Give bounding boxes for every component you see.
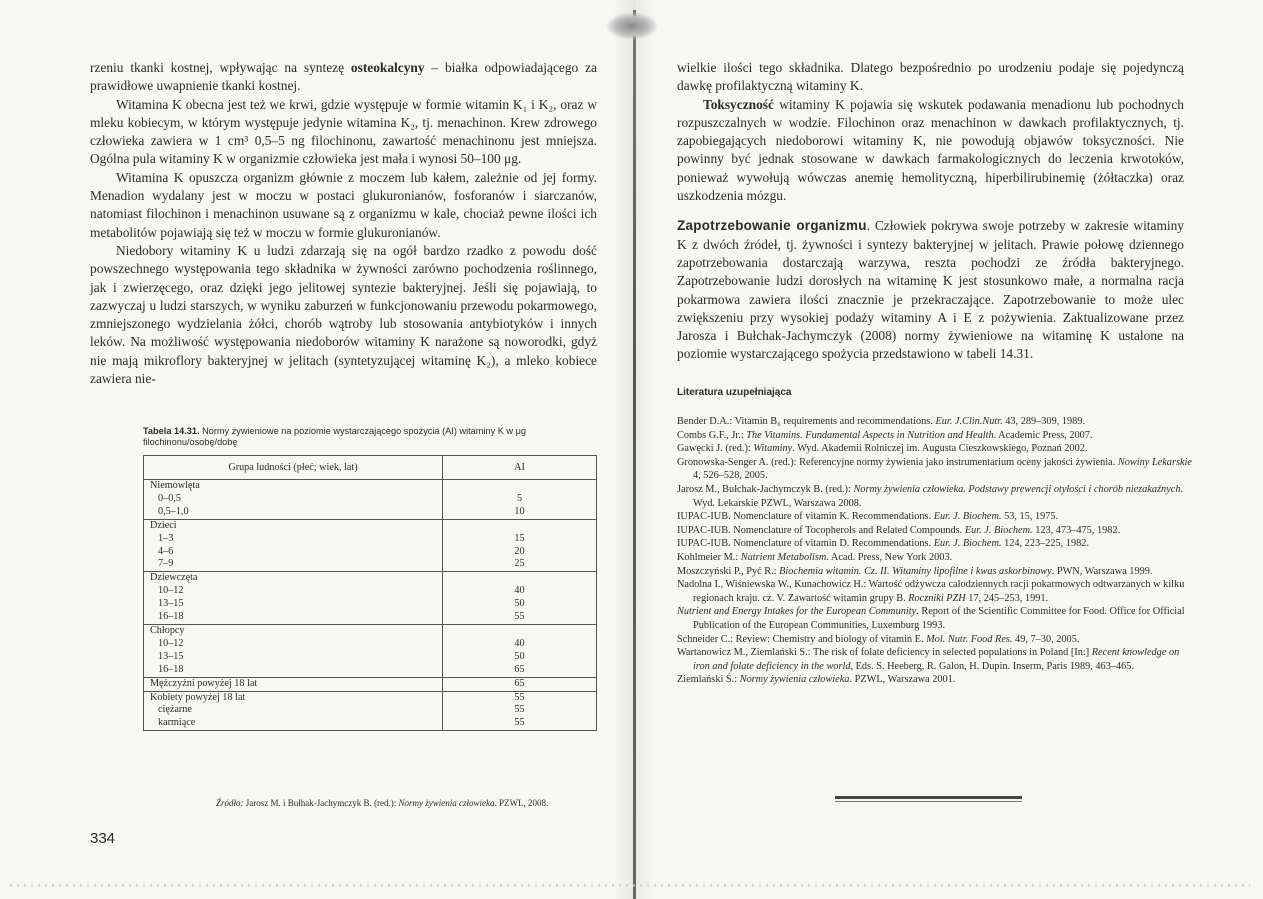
text-run: witaminy K pojawia się wskutek podawania menadionu lub pochodnych rozpuszczalnych w wodzie. Filochinon oraz menachinon w dawkach profilaktycznych, tj. zapobiegających niedoborowi witaminy K, nie powodują objawów toksyczności. Nie powinny być jednak stosowane w dawkach farmakologicznych do leczenia krwotoków, ponieważ wywołują wówczas anemię hemolityczną, hiperbilirubinemię (żółtaczka) oraz uszkodzenia mózgu.: [677, 96, 1184, 204]
text-run: IUPAC-IUB. Nomenclature of vitamin K. Recommendations.: [677, 511, 934, 523]
text-run: . Academic Press, 2007.: [993, 429, 1093, 441]
italic-title: Normy żywienia człowieka: [739, 674, 850, 686]
table-cell-ai: 65: [442, 677, 596, 691]
paragraph: [90, 169, 597, 242]
paragraph: [90, 242, 597, 388]
table-source-title: Normy żywienia człowieka: [398, 798, 495, 808]
text-run: . Report of the Scientific Committee for Food. Office for Official Publication of the European Communities, Luxemburg 1993.: [693, 606, 1185, 631]
italic-title: Roczniki PZH: [908, 592, 966, 604]
reference-item: [677, 456, 1192, 483]
italic-title: Eur. J. Biochem.: [964, 524, 1033, 536]
text-run: Combs G.F., Jr.:: [677, 429, 747, 441]
italic-title: Eur. J. Biochem.: [933, 511, 1002, 523]
text-run: . Wyd. Lekarskie PZWL, Warszawa 2008.: [693, 483, 1184, 509]
table-cell-group: 16–18: [144, 664, 443, 677]
table-row: [144, 611, 597, 624]
table-row: [144, 585, 597, 598]
italic-title: Nowiny Lekarskie: [1117, 456, 1192, 468]
reference-item: [677, 646, 1192, 673]
text-run: Niedobory witaminy K u ludzi zdarzają się na ogół bardzo rzadko z powodu dość powszechnego występowania tego składnika w żywności zarówno pochodzenia roślinnego, jak i zwierzęcego, oraz dzięki jego jelitowej syntezie bakteryjnej. Jeśli się pojawiają, to zazwyczaj u ludzi starszych, w wyniku zaburzeń w funkcjonowaniu przewodu pokarmowego, zmniejszonego wydzielania żółci, chorób wątroby lub stosowania antybiotyków i innych leków. Na możliwość występowania niedoborów witaminy K narażone są noworodki, gdyż nie mają mikroflory bakteryjnej w jelitach (syntetyzującej witaminę K₂), a mleko kobiece zawiera nie-: [90, 242, 597, 387]
table-row: [144, 493, 597, 506]
reference-item: [677, 510, 1192, 524]
reference-item: [677, 442, 1192, 456]
right-body-text: [677, 59, 1184, 364]
table-row: [144, 598, 597, 611]
table-cell-group: 10–12: [144, 638, 443, 651]
italic-title: Normy żywienia człowieka. Podstawy prewencji otyłości i chorób niezakaźnych: [853, 483, 1181, 495]
table-cell-group: Mężczyźni powyżej 18 lat: [144, 677, 443, 691]
text-run: Ziemlański Ś.:: [677, 674, 740, 686]
table-cell-group: karmiące: [144, 717, 443, 730]
table-row: [144, 558, 597, 571]
text-run: Witamina K opuszcza organizm głównie z moczem lub kałem, zależnie od jej formy. Menadion wydalany jest w moczu w postaci glukuronianów, fosforanów i siarczanów, natomiast filochinon i menachinon usuwane są z organizmu w kale, chociaż pewne ilości ich metabolitów pojawiają się też w moczu w formie glukuronianów.: [90, 169, 597, 240]
table-cell-group: 4–6: [144, 546, 443, 559]
left-page: [0, 0, 630, 899]
table-cell-ai: 55: [442, 611, 596, 624]
table-header-group: Grupa ludności (płeć; wiek, lat): [144, 456, 443, 480]
table-cell-ai: 40: [442, 638, 596, 651]
table-cell-ai: 10: [442, 506, 596, 519]
end-rule-thick: [835, 796, 1022, 799]
table-row: [144, 691, 597, 704]
table-cell-ai: [442, 519, 596, 532]
text-run: . PWN, Warszawa 1999.: [1051, 565, 1153, 577]
reference-item: [677, 565, 1192, 579]
italic-title: Recent knowledge on iron and folate deficiency in the world: [693, 647, 1180, 672]
paragraph: [90, 96, 597, 169]
italic-title: Mol. Nutr. Food Res.: [926, 633, 1013, 645]
table-source-text: Jarosz M. i Bułhak-Jachymczyk B. (red.):: [243, 798, 399, 808]
table-cell-ai: 50: [442, 651, 596, 664]
text-run: Jarosz M., Bułchak-Jachymczyk B. (red.):: [677, 483, 854, 495]
text-run: Bender D.A.: Vitamin B₆ requirements and recommendations.: [677, 416, 936, 427]
paragraph: [677, 96, 1184, 206]
table-cell-ai: 50: [442, 598, 596, 611]
text-run: 53, 15, 1975.: [1001, 511, 1059, 523]
table-cell-group: 0,5–1,0: [144, 506, 443, 519]
table-caption-text: Normy żywieniowe na poziomie wystarczającego spożycia (AI) witaminy K w μg filochinonu/osobę/dobę: [143, 426, 526, 447]
section-term: Zapotrzebowanie organizmu: [677, 218, 867, 234]
text-run: rzeniu tkanki kostnej, wpływając na syntezę: [90, 60, 351, 75]
references-list: [677, 415, 1192, 687]
table-row: [144, 717, 597, 730]
table-cell-group: ciężarne: [144, 704, 443, 717]
table-source-label: Źródło:: [216, 798, 244, 808]
text-run: 4, 526–528, 2005.: [693, 470, 768, 482]
paragraph: [90, 59, 597, 96]
table-row: [144, 677, 597, 691]
table-group-label: Niemowlęta: [144, 480, 443, 493]
reference-item: [677, 633, 1192, 647]
text-run: IUPAC-IUB. Nomenclature of Tocopherols and Related Compounds.: [677, 524, 965, 536]
table-cell-group: 13–15: [144, 598, 443, 611]
scan-edge-noise: [10, 884, 1250, 887]
text-run: Witamina K obecna jest też we krwi, gdzie występuje w formie witamin K₁ i K₂, oraz w mleku kobiecym, w którym występuje jedynie witamina K₂, tj. menachinon. Krew zdrowego człowieka zawiera w 1 cm³ 0,5–5 ng filochinonu, zawartość menachinonu jest mniejsza. Ogólna pula witaminy K w organizmie człowieka jest mała i wynosi 50–100 μg.: [90, 96, 597, 167]
bold-term: osteokalcyny: [350, 60, 425, 75]
table-cell-ai: 65: [442, 664, 596, 677]
table-group-label: Dziewczęta: [144, 572, 443, 585]
table-row: [144, 664, 597, 677]
text-run: Nadolna I., Wiśniewska W., Kunachowicz H.: Wartość odżywcza całodziennych racji pokarmowych odtwarzanych w kilku regionach kraju. cz. V. Zawartość witamin grupy B.: [677, 579, 1185, 604]
table-row: [144, 704, 597, 717]
text-run: wielkie ilości tego składnika. Dlatego bezpośrednio po urodzeniu podaje się pojedynczą dawkę profilaktyczną witaminy K.: [677, 60, 1184, 94]
table-cell-group: 16–18: [144, 611, 443, 624]
table-cell-ai: 20: [442, 546, 596, 559]
ai-norms-table: [143, 455, 597, 731]
table-caption: [143, 426, 563, 448]
text-run: Moszczyński P., Pyć R.:: [677, 565, 780, 577]
table-group-label: Dzieci: [144, 519, 443, 532]
page-number: 334: [90, 830, 116, 847]
text-run: Wartanowicz M., Ziemlański S.: The risk of folate deficiency in selected populations in Poland [In:]: [677, 647, 1092, 659]
literature-heading: Literatura uzupełniająca: [677, 387, 792, 398]
text-run: – białka odpowiadającego za prawidłowe uwapnienie tkanki kostnej.: [90, 60, 597, 94]
table-row: [144, 533, 597, 546]
text-run: . Wyd. Akademii Rolniczej im. Augusta Cieszkowskiego, Poznań 2002.: [792, 443, 1088, 455]
reference-item: [677, 415, 1192, 429]
reference-item: [677, 578, 1192, 605]
table-cell-ai: 55: [442, 704, 596, 717]
italic-title: The Vitamins. Fundamental Aspects in Nutrition and Health: [746, 429, 994, 441]
text-run: 17, 245–253, 1991.: [965, 592, 1049, 604]
table-cell-group: 0–0,5: [144, 493, 443, 506]
table-group-row: [144, 480, 597, 493]
table-cell-group: Kobiety powyżej 18 lat: [144, 691, 443, 704]
reference-item: [677, 537, 1192, 551]
reference-item: [677, 483, 1192, 510]
table-cell-ai: 25: [442, 558, 596, 571]
table-group-label: Chłopcy: [144, 624, 443, 637]
table-row: [144, 651, 597, 664]
italic-title: Biochemia witamin. Cz. II. Witaminy lipofilne i kwas askorbinowy: [779, 565, 1052, 577]
book-spine: [633, 10, 636, 899]
italic-title: Nutrient Metabolism: [740, 551, 827, 563]
text-run: 123, 473–475, 1982.: [1032, 524, 1121, 536]
bold-term: Toksyczność: [703, 96, 774, 112]
text-run: IUPAC-IUB. Nomenclature of vitamin D. Recommendations.: [677, 538, 934, 550]
reference-item: [677, 605, 1192, 632]
table-cell-group: 10–12: [144, 585, 443, 598]
table-header-ai: AI: [442, 456, 596, 480]
table-group-row: [144, 572, 597, 585]
reference-item: [677, 429, 1192, 443]
text-run: . PZWL, Warszawa 2001.: [849, 674, 956, 686]
text-run: 124, 223–225, 1982.: [1001, 538, 1090, 550]
table-cell-group: 7–9: [144, 558, 443, 571]
reference-item: [677, 551, 1192, 565]
table-row: [144, 546, 597, 559]
reference-item: [677, 673, 1192, 687]
right-page: [637, 0, 1263, 899]
table-cell-ai: [442, 624, 596, 637]
italic-title: Eur. J. Biochem.: [933, 538, 1002, 550]
table-cell-ai: 5: [442, 493, 596, 506]
text-run: Gronowska-Senger A. (red.): Referencyjne normy żywienia jako instrumentarium oceny jakości żywienia.: [677, 456, 1118, 468]
table-group-row: [144, 624, 597, 637]
table-cell-ai: [442, 480, 596, 493]
table-cell-group: 13–15: [144, 651, 443, 664]
table-group-row: [144, 519, 597, 532]
table-source: [216, 798, 548, 808]
text-run: . Człowiek pokrywa swoje potrzeby w zakresie witaminy K z dwóch źródeł, tj. żywności i syntezy bakteryjnej w jelitach. Prawie połowę dziennego zapotrzebowania dostarczają warzywa, reszta pochodzi ze źródła bakteryjnego. Zapotrzebowanie ludzi dorosłych na witaminę K jest stosunkowo małe, a normalna racja pokarmowa zawiera ilości znacznie je przekraczające. Zapotrzebowanie to może ulec zwiększeniu przy wysokiej podaży witaminy A i E z pożywienia. Zaktualizowane przez Jarosza i Bułchak-Jachymczyk (2008) normy żywieniowe na witaminę K ustalone na poziomie wystarczającego spożycia przedstawiono w tabeli 14.31.: [677, 218, 1184, 362]
italic-title: Nutrient and Energy Intakes for the European Community: [677, 606, 917, 618]
text-run: Schneider C.: Review: Chemistry and biology of vitamin E.: [677, 633, 927, 645]
table-cell-ai: 15: [442, 533, 596, 546]
text-run: , Eds. S. Heeberg, R. Galon, H. Dupin. Inserm, Paris 1989, 463–465.: [850, 660, 1135, 672]
reference-item: [677, 524, 1192, 538]
left-body-text: [90, 59, 597, 388]
table-row: [144, 638, 597, 651]
text-run: 49, 7–30, 2005.: [1012, 633, 1080, 645]
table-row: [144, 506, 597, 519]
italic-title: Eur. J.Clin.Nutr.: [935, 416, 1003, 427]
table-caption-label: Tabela 14.31.: [143, 426, 200, 436]
paragraph: [677, 217, 1184, 363]
table-cell-ai: 40: [442, 585, 596, 598]
table-cell-group: 1–3: [144, 533, 443, 546]
text-run: 43, 289–309, 1989.: [1002, 416, 1086, 427]
table-cell-ai: [442, 572, 596, 585]
text-run: Gawęcki J. (red.):: [677, 443, 754, 455]
table-cell-ai: 55: [442, 691, 596, 704]
table-source-tail: . PZWL, 2008.: [494, 798, 549, 808]
text-run: . Acad. Press, New York 2003.: [826, 551, 953, 563]
text-run: Kohlmeier M.:: [677, 551, 741, 563]
paragraph: [677, 59, 1184, 96]
end-rule-thin: [835, 801, 1022, 802]
italic-title: Witaminy: [753, 443, 793, 455]
table-cell-ai: 55: [442, 717, 596, 730]
